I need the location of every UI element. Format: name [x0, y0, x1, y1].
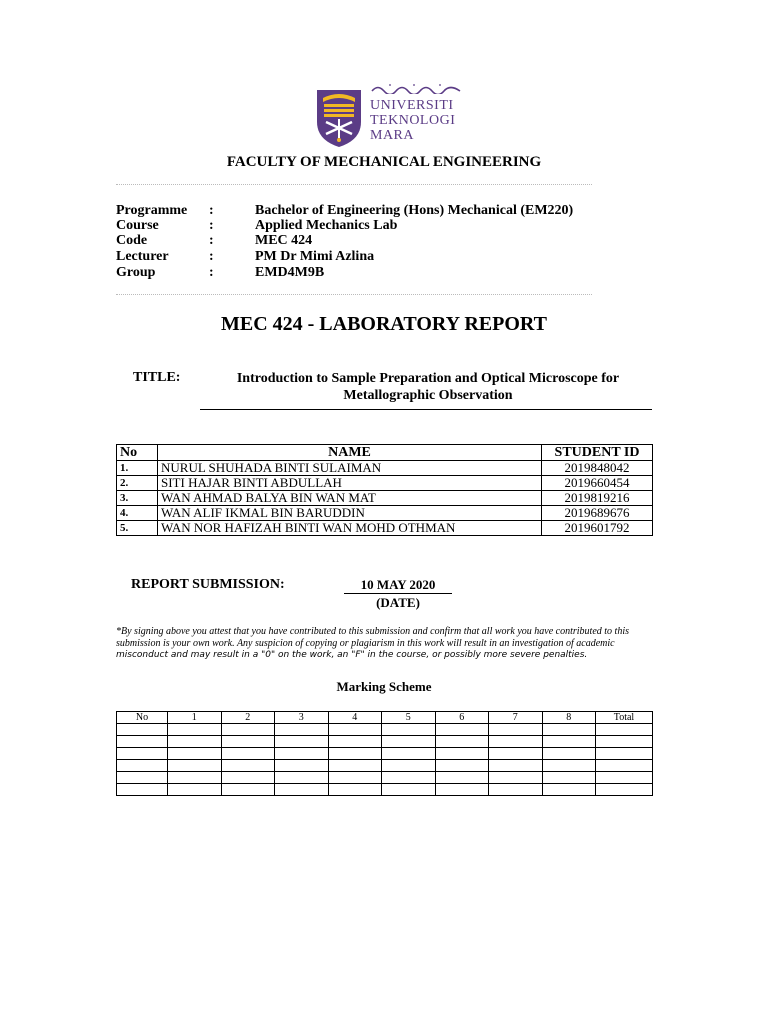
info-value: Bachelor of Engineering (Hons) Mechanical (EM220) [255, 203, 574, 218]
students-table [116, 444, 653, 536]
marking-cell [489, 724, 543, 736]
row-student-id: 2019848042 [542, 461, 653, 476]
marking-header-4: 4 [328, 712, 382, 724]
table-row [117, 461, 653, 476]
marking-header-8: 8 [542, 712, 596, 724]
disclaimer-part-1: *By signing above you attest that you have contributed to this submission and confirm that all work you have contributed to this submission is your own work. Any suspicion of copying or plagiarism in this work will result in an investigation of academic [116, 626, 629, 649]
marking-cell [328, 784, 382, 796]
marking-cell [275, 784, 329, 796]
marking-cell [117, 724, 168, 736]
info-colon: : [209, 203, 214, 218]
info-label: Lecturer [116, 249, 169, 264]
crest-icon [314, 88, 364, 148]
marking-header-1: 1 [168, 712, 222, 724]
row-student-id: 2019601792 [542, 521, 653, 536]
report-title: MEC 424 - LABORATORY REPORT [220, 313, 547, 335]
marking-cell [275, 736, 329, 748]
row-student-id: 2019819216 [542, 491, 653, 506]
marking-cell [221, 772, 275, 784]
info-colon: : [209, 233, 214, 248]
report-topic: Introduction to Sample Preparation and Optical Microscope for Metallographic Observation [236, 371, 620, 403]
title-label: TITLE: [133, 370, 181, 385]
marking-cell [221, 784, 275, 796]
marking-cell [542, 736, 596, 748]
row-name: WAN AHMAD BALYA BIN WAN MAT [158, 491, 542, 506]
marking-cell [168, 784, 222, 796]
marking-cell [489, 748, 543, 760]
row-name: WAN ALIF IKMAL BIN BARUDDIN [158, 506, 542, 521]
row-student-id: 2019660454 [542, 476, 653, 491]
marking-header-3: 3 [275, 712, 329, 724]
marking-cell [328, 724, 382, 736]
marking-scheme-table [116, 711, 653, 796]
marking-cell [221, 724, 275, 736]
marking-header-row [117, 712, 653, 724]
marking-cell [275, 748, 329, 760]
logo-line-1: UNIVERSITI [370, 98, 454, 113]
divider-top [116, 184, 592, 185]
info-value: PM Dr Mimi Azlina [255, 249, 375, 264]
row-name: SITI HAJAR BINTI ABDULLAH [158, 476, 542, 491]
marking-cell [596, 784, 653, 796]
row-no: 2. [117, 476, 158, 491]
marking-cell [221, 748, 275, 760]
marking-cell [117, 784, 168, 796]
marking-cell [489, 760, 543, 772]
info-label: Code [116, 233, 148, 248]
marking-cell [542, 748, 596, 760]
marking-cell [328, 772, 382, 784]
info-value: Applied Mechanics Lab [255, 218, 398, 233]
row-no: 1. [117, 461, 158, 476]
marking-cell [117, 760, 168, 772]
marking-cell [596, 748, 653, 760]
marking-cell [382, 736, 436, 748]
info-label: Group [116, 265, 156, 280]
disclaimer-text [116, 626, 656, 662]
marking-row [117, 748, 653, 760]
marking-cell [435, 772, 489, 784]
table-row [117, 476, 653, 491]
marking-row [117, 724, 653, 736]
marking-scheme-title: Marking Scheme [336, 679, 432, 694]
header-no: No [117, 445, 158, 461]
info-label: Course [116, 218, 159, 233]
marking-cell [542, 760, 596, 772]
info-label: Programme [116, 203, 188, 218]
marking-cell [221, 736, 275, 748]
marking-cell [382, 772, 436, 784]
marking-header-2: 2 [221, 712, 275, 724]
marking-cell [117, 772, 168, 784]
marking-cell [382, 784, 436, 796]
marking-cell [275, 724, 329, 736]
marking-cell [596, 724, 653, 736]
info-colon: : [209, 249, 214, 264]
marking-cell [382, 748, 436, 760]
marking-cell [435, 784, 489, 796]
marking-cell [542, 784, 596, 796]
marking-header-5: 5 [382, 712, 436, 724]
marking-cell [542, 724, 596, 736]
marking-cell [382, 760, 436, 772]
info-value: EMD4M9B [255, 265, 325, 280]
faculty-heading: FACULTY OF MECHANICAL ENGINEERING [226, 154, 542, 170]
info-value: MEC 424 [255, 233, 313, 248]
marking-cell [435, 724, 489, 736]
header-student-id: STUDENT ID [542, 445, 653, 461]
marking-cell [168, 772, 222, 784]
marking-header-7: 7 [489, 712, 543, 724]
marking-cell [328, 736, 382, 748]
marking-cell [489, 784, 543, 796]
table-header-row [117, 445, 653, 461]
table-row [117, 491, 653, 506]
marking-cell [117, 748, 168, 760]
info-colon: : [209, 218, 214, 233]
marking-cell [435, 748, 489, 760]
marking-cell [382, 724, 436, 736]
marking-row [117, 736, 653, 748]
marking-cell [168, 736, 222, 748]
submission-date: 10 MAY 2020 [360, 577, 436, 592]
header-name: NAME [158, 445, 542, 461]
row-name: NURUL SHUHADA BINTI SULAIMAN [158, 461, 542, 476]
marking-row [117, 772, 653, 784]
jawi-script-logo [370, 82, 462, 94]
table-row [117, 521, 653, 536]
table-row [117, 506, 653, 521]
marking-header-6: 6 [435, 712, 489, 724]
marking-row [117, 760, 653, 772]
marking-cell [596, 772, 653, 784]
disclaimer-part-2: misconduct and may result in a "0" on the work, an "F" in the course, or possibly more severe penalties. [116, 650, 588, 660]
info-colon: : [209, 265, 214, 280]
submission-date-underline [344, 593, 452, 594]
marking-cell [489, 736, 543, 748]
marking-cell [435, 736, 489, 748]
row-no: 5. [117, 521, 158, 536]
submission-date-caption: (DATE) [376, 595, 420, 610]
logo-line-2: TEKNOLOGI [370, 113, 456, 128]
marking-cell [596, 736, 653, 748]
title-underline [200, 409, 652, 410]
divider-bottom [116, 294, 592, 295]
marking-cell [489, 772, 543, 784]
row-student-id: 2019689676 [542, 506, 653, 521]
marking-cell [117, 736, 168, 748]
university-logo [314, 86, 464, 148]
logo-wordmark [370, 98, 470, 143]
marking-cell [168, 760, 222, 772]
marking-row [117, 784, 653, 796]
marking-cell [168, 748, 222, 760]
marking-header-total: Total [596, 712, 653, 724]
marking-cell [221, 760, 275, 772]
marking-header-no: No [117, 712, 168, 724]
marking-cell [328, 760, 382, 772]
marking-cell [435, 760, 489, 772]
marking-cell [275, 760, 329, 772]
marking-cell [168, 724, 222, 736]
logo-line-3: MARA [370, 128, 415, 143]
submission-label: REPORT SUBMISSION: [131, 577, 285, 592]
marking-cell [596, 760, 653, 772]
marking-cell [542, 772, 596, 784]
marking-cell [328, 748, 382, 760]
row-no: 4. [117, 506, 158, 521]
row-name: WAN NOR HAFIZAH BINTI WAN MOHD OTHMAN [158, 521, 542, 536]
row-no: 3. [117, 491, 158, 506]
marking-cell [275, 772, 329, 784]
marking-body [117, 724, 653, 796]
